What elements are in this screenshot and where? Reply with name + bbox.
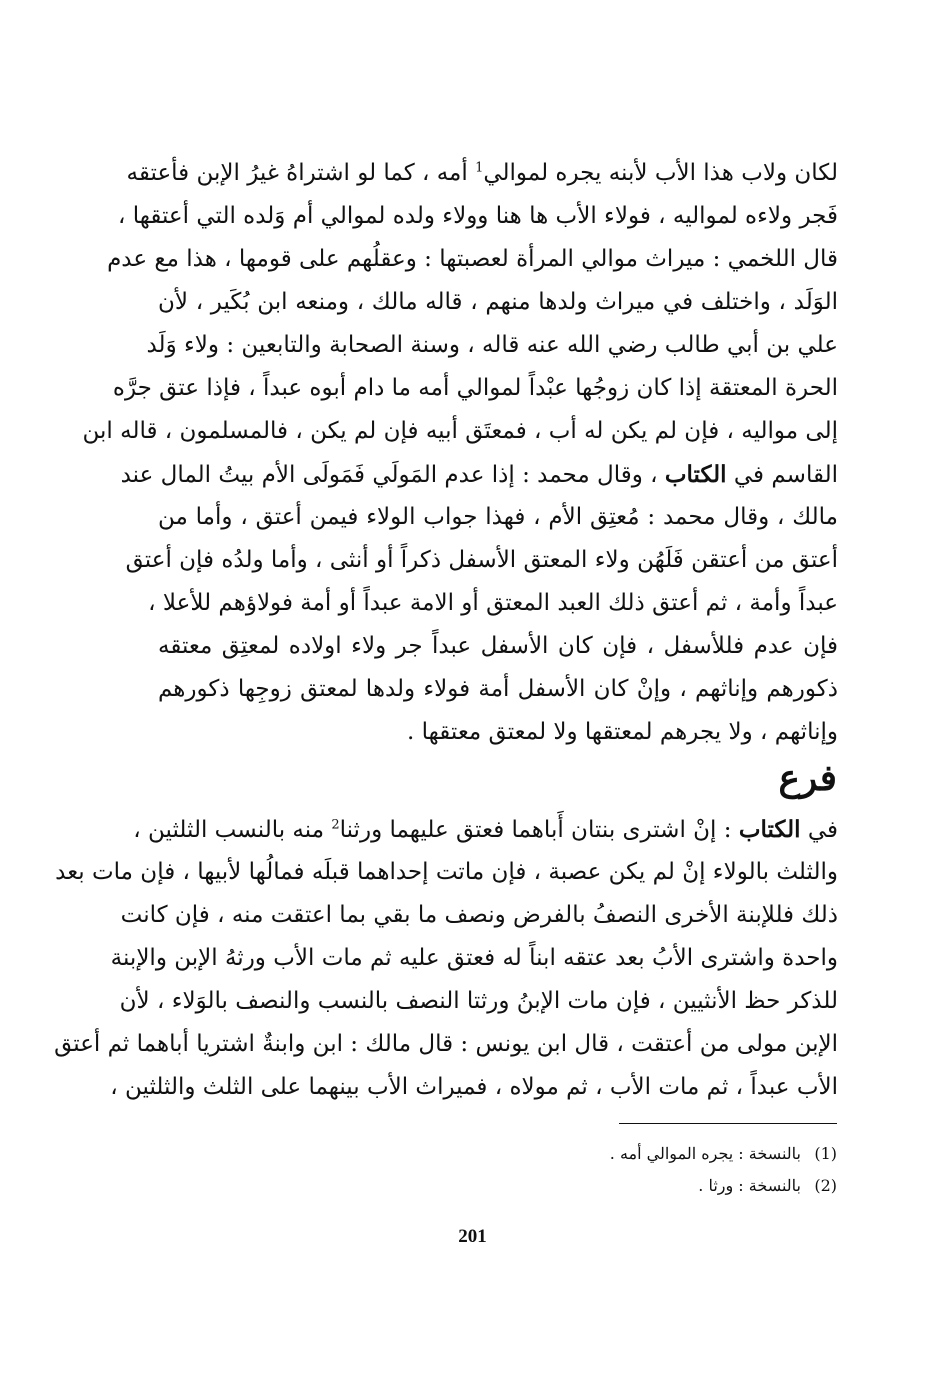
footnote-ref: 1: [475, 160, 484, 176]
footnote-text: بالنسخة : ورثا .: [698, 1176, 801, 1195]
footnote-ref: 2: [331, 817, 340, 833]
footnote-divider: [619, 1123, 837, 1124]
text-line: فإن عدم فللأسفل ، فإن كان الأسفل عبداً جر ولاء اولاده لمعتِق معتقه: [158, 633, 838, 659]
text-line: إلى مواليه ، فإن لم يكن له أب ، فمعتَق أبيه فإن لم يكن ، فالمسلمون ، قاله ابن: [82, 418, 838, 444]
footnote-text: بالنسخة : يجره الموالي أمه .: [609, 1144, 801, 1163]
section-heading: فرع: [778, 757, 837, 799]
text-line: قال اللخمي : ميراث موالي المرأة لعصبتها : وعقلُهم على قومها ، هذا مع عدم: [107, 246, 838, 272]
text-line: فَجر ولاءه لمواليه ، فولاء الأب ها هنا وولاء ولده لموالي أم وَلده التي أعتقها ،: [118, 203, 838, 229]
page-number: 201: [458, 1226, 487, 1247]
second-paragraph: [54, 808, 838, 1109]
text-line: أعتق من أعتقن فَلَهُن ولاء المعتق الأسفل ذكراً أو أنثى ، وأما ولدُه فإن أعتق: [125, 547, 838, 573]
text-line: واحدة واشترى الأبُ بعد عتقه ابناً له فعتق عليه ثم مات الأب ورثهُ الإبن والإبنة: [110, 945, 838, 971]
footnote-number: (1): [814, 1144, 837, 1163]
text-line: عبداً وأمة ، ثم أعتق ذلك العبد المعتق أو الامة عبداً أو أمة فولاؤهم للأعلا ،: [148, 590, 838, 616]
text-line: الوَلَد ، واختلف في ميراث ولدها منهم ، قاله مالك ، ومنعه ابن بُكَير ، لأن: [158, 289, 838, 315]
text-line: لكان ولاب هذا الأب لأبنه يجره لموالي$^1$ أمه ، كما لو اشتراهُ غيرُ الإبن فأعتقه: [126, 160, 838, 186]
text-line: علي بن أبي طالب رضي الله عنه قاله ، وسنة الصحابة والتابعين : ولاء وَلَد: [146, 332, 838, 358]
text-line: ذلك فللإبنة الأخرى النصفُ بالفرض ونصف ما بقي بما اعتقت منه ، فإن كانت: [120, 902, 838, 928]
footnote-number: (2): [814, 1176, 837, 1195]
footnote: [337, 1138, 837, 1170]
text-line: الحرة المعتقة إذا كان زوجُها عبْداً لموالي أمه ما دام أبوه عبداً ، فإذا عتق جرَّه: [112, 375, 838, 401]
text-line: الإبن مولى من أعتقت ، قال ابن يونس : قال مالك : ابن وابنةٌ اشتريا أباهما ثم أعتق: [54, 1031, 838, 1057]
book-title-bold: الكتاب: [664, 461, 727, 488]
book-title-bold: الكتاب: [738, 816, 801, 843]
text-line: مالك ، وقال محمد : مُعتِق الأم ، فهذا جواب الولاء فيمن أعتق ، وأما من: [158, 504, 838, 530]
text-line: القاسم في الكتاب ، وقال محمد : إذا عدم المَولَي فَمَولَى الأم بيتُ المال عند: [120, 461, 838, 488]
text-line: في الكتاب : إنْ اشترى بنتان أَباهما فعتق عليهما ورثنا$^2$ منه بالنسب الثلثين ،: [133, 816, 838, 843]
text-line: ذكورهم وإناثهم ، وإنْ كان الأسفل أمة فولاء ولدها لمعتق زوجِها ذكورهم: [158, 676, 838, 702]
main-paragraph: [82, 152, 838, 754]
text-line: والثلث بالولاء إنْ لم يكن عصبة ، فإن ماتت إحداهما قبلَه فمالُها لأبيها ، فإن مات بعد: [55, 859, 838, 885]
footnotes: [337, 1138, 837, 1202]
text-line: للذكر حظ الأنثيين ، فإن مات الإبنُ ورثتا النصف بالنسب والنصف بالوَلاء ، لأن: [119, 988, 838, 1014]
text-line: وإناثهم ، ولا يجرهم لمعتقها ولا لمعتق معتقها .: [407, 719, 838, 745]
footnote: [337, 1170, 837, 1202]
text-line: الأب عبداً ، ثم مات الأب ، ثم مولاه ، فميراث الأب بينهما على الثلث والثلثين ،: [110, 1074, 838, 1100]
